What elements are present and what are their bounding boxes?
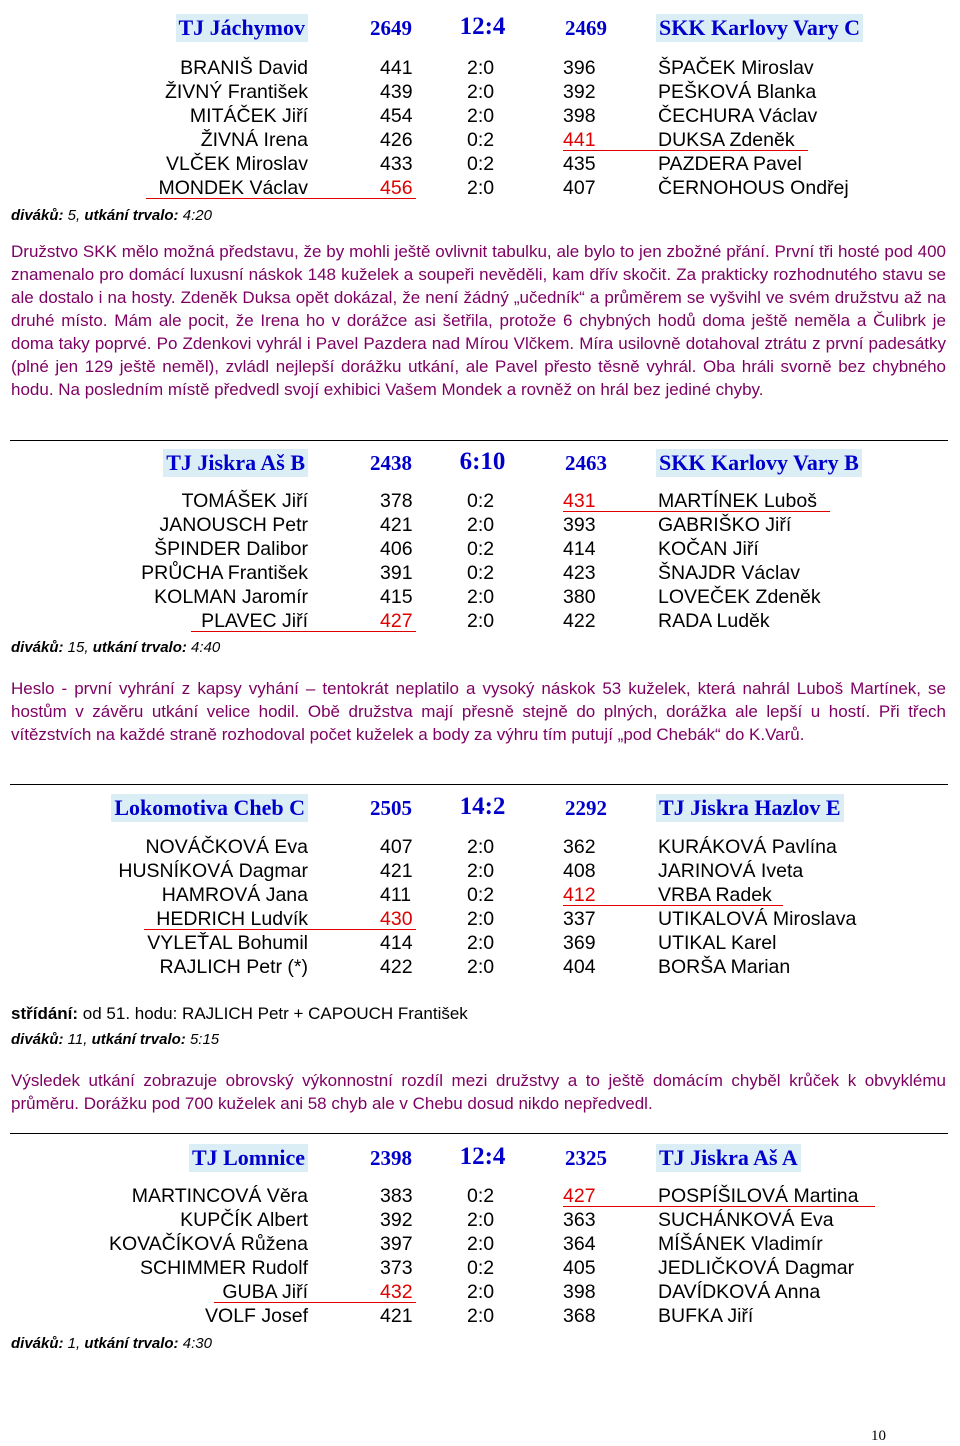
- set-points: 2:0: [467, 860, 495, 882]
- away-score-best: 441: [563, 129, 596, 151]
- player-row: [0, 609, 960, 633]
- player-row: [0, 955, 960, 979]
- home-score: 433: [380, 153, 413, 175]
- away-score: 398: [563, 105, 596, 127]
- home-score-best: 427: [380, 610, 413, 632]
- match-comment: Družstvo SKK mělo možná představu, že by mohli ještě ovlivnit tabulku, ale bylo to jen zbožné přání. První tři hosté pod 400 znamenalo pro domácí luxusní náskok 148 kuželek a soupeři nevěděli, kam dřív skočit. Za prakticky rozhodnutého stavu se ale dostalo i na hosty. Zdeněk Duksa opět dokázal, že není žádný „učedník“ a průměrem se vyšvihl ve svém družstvu až na druhé místo. Mám ale pocit, že Irena ho v dorážce asi šetřila, protože 6 chybných hodů doma ještě neměla a Čulibrk je doma taky poprvé. Po Zdenkovi vyhrál i Pavel Pazdera nad Mírou Vlčkem. Míra usilovně dotahoval ztrátu z první padesátky (plné jen 129 ještě neměl), zvládl nejlepší dorážku utkání, ale Pavel přesto těsně vyhrál. Oba hráli svorně bez chybného hodu. Na posledním místě předvedl svojí exhibici Vašem Mondek a rovněž on hrál bez jediné chyby.: [11, 242, 946, 399]
- home-score-best: 432: [380, 1281, 413, 1303]
- player-row: [0, 1184, 960, 1208]
- away-score: 398: [563, 1281, 596, 1303]
- away-player: DAVÍDKOVÁ Anna: [658, 1281, 821, 1303]
- player-row: [0, 489, 960, 513]
- set-points: 2:0: [467, 932, 495, 954]
- player-row: [0, 1304, 960, 1328]
- away-score-best: 427: [563, 1185, 596, 1207]
- home-score: 391: [380, 562, 413, 584]
- away-player: UTIKALOVÁ Miroslava: [658, 908, 857, 930]
- home-points: 2398: [370, 1146, 412, 1170]
- away-points: 2469: [565, 16, 607, 40]
- home-player: KOLMAN Jaromír: [154, 586, 308, 608]
- home-score: 378: [380, 490, 413, 512]
- home-score: 407: [380, 836, 413, 858]
- home-score: 421: [380, 514, 413, 536]
- home-score: 373: [380, 1257, 413, 1279]
- player-row: [0, 561, 960, 585]
- match-header: [0, 790, 960, 824]
- home-score: 406: [380, 538, 413, 560]
- away-player-best: POSPÍŠILOVÁ Martina: [658, 1185, 859, 1207]
- set-points: 0:2: [467, 538, 495, 560]
- player-row: [0, 835, 960, 859]
- away-points: 2463: [565, 451, 607, 475]
- home-score: 411: [380, 884, 412, 906]
- home-player: ŠPINDER Dalibor: [154, 538, 308, 560]
- away-score: 404: [563, 956, 596, 978]
- home-player: VYLEŤAL Bohumil: [147, 932, 308, 954]
- away-score: 423: [563, 562, 596, 584]
- match-header: [0, 10, 960, 44]
- away-player: ČECHURA Václav: [658, 105, 818, 127]
- away-score: 380: [563, 586, 596, 608]
- away-player: KURÁKOVÁ Pavlína: [658, 836, 837, 858]
- set-points: 2:0: [467, 57, 495, 79]
- away-score-best: 412: [563, 884, 596, 906]
- home-player: PRŮCHA František: [141, 562, 308, 584]
- away-team: SKK Karlovy Vary B: [656, 449, 862, 477]
- away-player: ŠNAJDR Václav: [658, 562, 800, 584]
- away-player: UTIKAL Karel: [658, 932, 777, 954]
- home-team: TJ Jiskra Aš B: [163, 449, 308, 477]
- home-score: 421: [380, 860, 413, 882]
- away-player: BORŠA Marian: [658, 956, 791, 978]
- player-row: [0, 1232, 960, 1256]
- home-player: ŽIVNÁ Irena: [200, 129, 308, 151]
- substitution-info: střídání: od 51. hodu: RAJLICH Petr + CAPOUCH František: [11, 1004, 468, 1023]
- home-score: 414: [380, 932, 413, 954]
- best-player-underline: [563, 905, 783, 906]
- match-score: 6:10: [459, 448, 506, 475]
- home-score: 421: [380, 1305, 413, 1327]
- set-points: 2:0: [467, 586, 495, 608]
- player-row: [0, 537, 960, 561]
- player-row: [0, 1256, 960, 1280]
- player-row: [0, 56, 960, 80]
- player-row: [0, 152, 960, 176]
- home-player: KOVAČÍKOVÁ Růžena: [108, 1233, 308, 1255]
- best-player-underline: [563, 1206, 875, 1207]
- home-points: 2505: [370, 796, 412, 820]
- home-score: 383: [380, 1185, 413, 1207]
- away-player-best: MARTÍNEK Luboš: [658, 490, 817, 512]
- player-row: [0, 907, 960, 931]
- separator: [10, 440, 948, 441]
- away-player-best: VRBA Radek: [658, 884, 772, 906]
- away-score: 368: [563, 1305, 596, 1327]
- match-info: diváků: 1, utkání trvalo: 4:30: [11, 1335, 212, 1352]
- best-player-underline: [144, 929, 416, 930]
- home-player-best: MONDEK Václav: [158, 177, 308, 199]
- away-player: GABRIŠKO Jiří: [658, 514, 792, 536]
- away-score: 414: [563, 538, 596, 560]
- away-player: ČERNOHOUS Ondřej: [658, 177, 849, 199]
- set-points: 2:0: [467, 1233, 495, 1255]
- player-row: [0, 104, 960, 128]
- player-row: [0, 80, 960, 104]
- home-player: HAMROVÁ Jana: [161, 884, 308, 906]
- set-points: 2:0: [467, 1305, 495, 1327]
- best-player-underline: [563, 511, 830, 512]
- best-player-underline: [563, 150, 808, 151]
- page-number: 10: [871, 1428, 886, 1444]
- match-header: [0, 1140, 960, 1174]
- home-points: 2649: [370, 16, 412, 40]
- home-player: KUPČÍK Albert: [180, 1209, 308, 1231]
- home-score-best: 456: [380, 177, 413, 199]
- home-player: VOLF Josef: [205, 1305, 308, 1327]
- set-points: 2:0: [467, 1281, 495, 1303]
- home-score-best: 430: [380, 908, 413, 930]
- home-player-best: GUBA Jiří: [222, 1281, 308, 1303]
- away-score: 369: [563, 932, 596, 954]
- set-points: 0:2: [467, 153, 495, 175]
- set-points: 2:0: [467, 908, 495, 930]
- match-score: 12:4: [459, 1143, 506, 1170]
- away-player: KOČAN Jiří: [658, 538, 759, 560]
- set-points: 0:2: [467, 1185, 495, 1207]
- home-player: MARTINCOVÁ Věra: [131, 1185, 308, 1207]
- home-player: RAJLICH Petr (*): [159, 956, 308, 978]
- home-player: ŽIVNÝ František: [164, 81, 308, 103]
- home-player: SCHIMMER Rudolf: [140, 1257, 308, 1279]
- player-row: [0, 1280, 960, 1304]
- away-player: SUCHÁNKOVÁ Eva: [658, 1209, 834, 1231]
- home-team: TJ Jáchymov: [176, 14, 309, 42]
- set-points: 2:0: [467, 514, 495, 536]
- match-info: diváků: 11, utkání trvalo: 5:15: [11, 1031, 220, 1048]
- home-score: 422: [380, 956, 413, 978]
- home-score: 397: [380, 1233, 413, 1255]
- away-score: 364: [563, 1233, 596, 1255]
- match-header: [0, 445, 960, 479]
- best-player-underline: [214, 1302, 416, 1303]
- away-score: 337: [563, 908, 596, 930]
- set-points: 0:2: [467, 884, 495, 906]
- home-player: MITÁČEK Jiří: [189, 105, 308, 127]
- player-row: [0, 128, 960, 152]
- set-points: 2:0: [467, 610, 495, 632]
- away-score: 396: [563, 57, 596, 79]
- away-player-best: DUKSA Zdeněk: [658, 129, 795, 151]
- home-player: JANOUSCH Petr: [159, 514, 308, 536]
- away-player: JEDLIČKOVÁ Dagmar: [658, 1257, 855, 1279]
- player-row: [0, 585, 960, 609]
- set-points: 2:0: [467, 1209, 495, 1231]
- player-row: [0, 859, 960, 883]
- player-row: [0, 513, 960, 537]
- home-player-best: PLAVEC Jiří: [201, 610, 308, 632]
- player-row: [0, 1208, 960, 1232]
- home-score: 426: [380, 129, 413, 151]
- away-score: 363: [563, 1209, 596, 1231]
- away-player: PAZDERA Pavel: [658, 153, 802, 175]
- away-points: 2325: [565, 1146, 607, 1170]
- match-info: diváků: 5, utkání trvalo: 4:20: [11, 207, 212, 224]
- home-player-best: HEDRICH Ludvík: [156, 908, 308, 930]
- set-points: 0:2: [467, 1257, 495, 1279]
- set-points: 2:0: [467, 105, 495, 127]
- away-player: LOVEČEK Zdeněk: [658, 586, 821, 608]
- away-team: TJ Jiskra Hazlov E: [656, 794, 844, 822]
- away-score: 408: [563, 860, 596, 882]
- away-score: 405: [563, 1257, 596, 1279]
- set-points: 2:0: [467, 956, 495, 978]
- home-score: 415: [380, 586, 413, 608]
- match-info: diváků: 15, utkání trvalo: 4:40: [11, 639, 221, 656]
- away-score: 407: [563, 177, 596, 199]
- match-comment: Výsledek utkání zobrazuje obrovský výkonnostní rozdíl mezi družstvy a to ještě domácím chyběl krůček k obvyklému průměru. Dorážku pod 700 kuželek ani 58 chyb ale v Chebu dosud nikdo nepředvedl.: [11, 1071, 946, 1113]
- away-player: RADA Luděk: [658, 610, 770, 632]
- away-score: 393: [563, 514, 596, 536]
- player-row: [0, 883, 960, 907]
- home-team: Lokomotiva Cheb C: [111, 794, 308, 822]
- best-player-underline: [146, 198, 416, 199]
- away-score: 435: [563, 153, 596, 175]
- home-points: 2438: [370, 451, 412, 475]
- home-score: 392: [380, 1209, 413, 1231]
- away-team: TJ Jiskra Aš A: [656, 1144, 801, 1172]
- away-player: ŠPAČEK Miroslav: [658, 57, 814, 79]
- home-player: VLČEK Miroslav: [166, 153, 308, 175]
- away-player: JARINOVÁ Iveta: [658, 860, 804, 882]
- home-score: 454: [380, 105, 413, 127]
- away-points: 2292: [565, 796, 607, 820]
- set-points: 2:0: [467, 177, 495, 199]
- separator: [10, 784, 948, 785]
- home-player: HUSNÍKOVÁ Dagmar: [118, 860, 308, 882]
- set-points: 2:0: [467, 836, 495, 858]
- home-score: 441: [380, 57, 413, 79]
- home-player: TOMÁŠEK Jiří: [181, 490, 308, 512]
- set-points: 0:2: [467, 490, 495, 512]
- player-row: [0, 176, 960, 200]
- away-team: SKK Karlovy Vary C: [656, 14, 863, 42]
- home-score: 439: [380, 81, 413, 103]
- away-score: 392: [563, 81, 596, 103]
- away-score-best: 431: [563, 490, 596, 512]
- match-comment: Heslo - první vyhrání z kapsy vyhání – tentokrát neplatilo a vysoký náskok 53 kuželek, která nahrál Luboš Martínek, se hostům v závěru utkání velice hodil. Obě družstva mají přesně stejně do plných, dorážka ale lepší u hostí. Při třech vítězstvích na každé straně rozhodoval počet kuželek a body za výhru tím putují „pod Chebák“ do K.Varů.: [11, 679, 946, 744]
- away-player: BUFKA Jiří: [658, 1305, 754, 1327]
- set-points: 0:2: [467, 562, 495, 584]
- set-points: 2:0: [467, 81, 495, 103]
- home-team: TJ Lomnice: [189, 1144, 308, 1172]
- best-player-underline: [191, 631, 416, 632]
- set-points: 0:2: [467, 129, 495, 151]
- away-score: 362: [563, 836, 596, 858]
- home-player: NOVÁČKOVÁ Eva: [145, 836, 308, 858]
- player-row: [0, 931, 960, 955]
- home-player: BRANIŠ David: [180, 57, 308, 79]
- away-score: 422: [563, 610, 596, 632]
- away-player: PEŠKOVÁ Blanka: [658, 81, 817, 103]
- away-player: MÍŠÁNEK Vladimír: [658, 1233, 823, 1255]
- match-score: 12:4: [459, 13, 506, 40]
- separator: [10, 1133, 948, 1134]
- match-score: 14:2: [459, 793, 506, 820]
